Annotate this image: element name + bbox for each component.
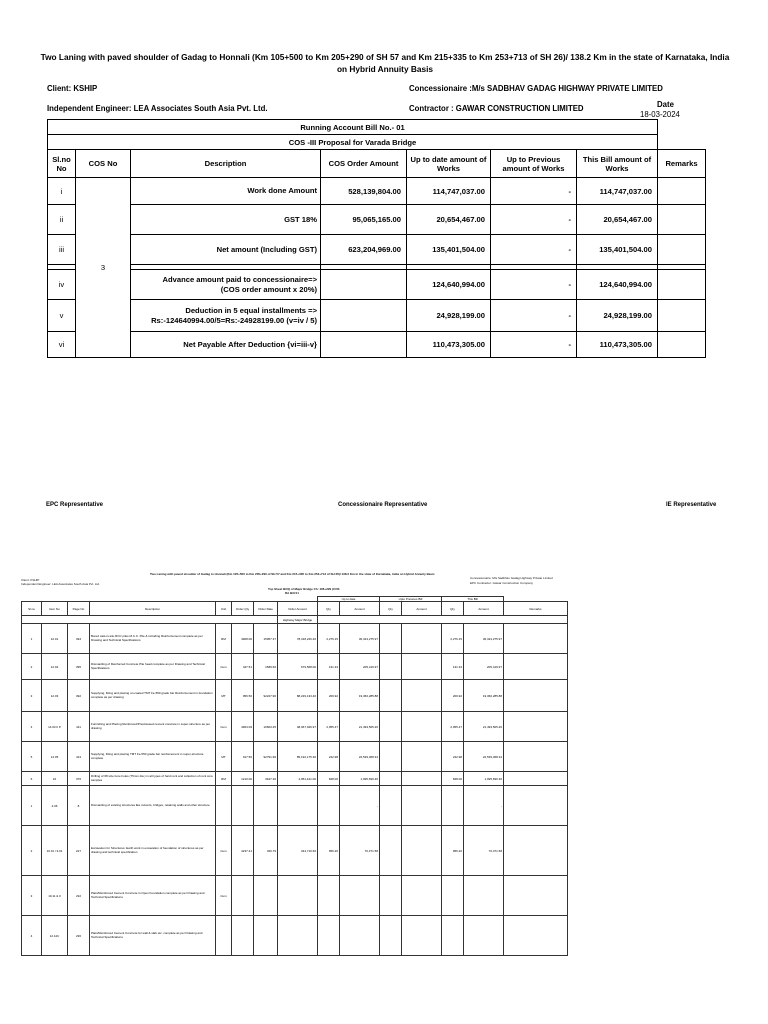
document-title: Two Laning with paved shoulder of Gadag to Honnali (Km 105+500 to Km 205+290 of SH 57 and Km 215+335 to Km 253+713 of SH 26)/ 138.2 Km in the state of Karnataka, India on Hybrid Annuity Basis bbox=[40, 52, 730, 74]
table-row: 6 16 376 Drilling of 68 size bore holes (75mm dia.) in all types of hard rock and collection of rock core samples RM 1210.00 3947.30 4,951,441.00 848.00 1,995,699.30 848.00 1,995,699.30 bbox=[22, 772, 568, 786]
page2-client: Client: KSHIP bbox=[21, 578, 40, 582]
page2-concessionaire: Concessionaire: M/s Sadbhav Gadag Highway Private Limited bbox=[470, 576, 553, 580]
table-row: 2 10.01 / 9.01 227 Excavation for Structures: Earth work in excavation of foundation of structures as per drawing and technical specification Cum 4237.41 326.79 344,710.60 956.20 70,371.58 956.20 70,371.58 bbox=[22, 826, 568, 876]
table-row: 1 12.01 394 Bored cast-in-situ RCC piles M.C.C. Pile & including Reinforcement complete as per Drawing and Technical Specifications RM 4908.00 15957.37 78,318,246.40 2,276.15 36,324,275.97 2,276.15 36,324,275.97 bbox=[22, 624, 568, 654]
page2-ie: Independent Engineer: LEA Associates South Asia Pvt. Ltd. bbox=[21, 582, 100, 586]
date-label: Date bbox=[657, 100, 674, 109]
table-row: 4 12.12C 236 Plain/Reinforced Cement Concrete for wall & slab etc. complete as per Drawing and Technical Specifications bbox=[22, 916, 568, 956]
col-sl: Sl.no No bbox=[48, 150, 76, 178]
page2-title: Two Laning with paved shoulder of Gadag to Honnali (Km 105+500 to Km 205+290 of SH 57 and Km 215+335 to Km 253+713 of SH 26)/ 138.2 Km in the state of Karnataka, India on Hybrid Annuity Basis bbox=[150, 572, 435, 576]
table-row: ii GST 18% 95,065,165.00 20,654,467.00 - 20,654,467.00 bbox=[48, 205, 706, 235]
table-row: 4 14.03 II P 411 Furnishing and Placing Reinforced/Prestressed cement concrete in super-structure as per drawing Cum 4964.09 10603.25 48,067,046.97 2,055.47 21,493,505.20 2,055.47 21,493,505.20 bbox=[22, 712, 568, 742]
page2-ra-bill: RA Bill 01 bbox=[285, 591, 299, 595]
col-cos-no: COS No bbox=[76, 150, 131, 178]
page2-boq-title: Top Sheet BOQ of Major Bridge Ch: 166+229 (COS bbox=[268, 587, 340, 591]
table-row: i 3 Work done Amount 528,139,804.00 114,747,037.00 - 114,747,037.00 bbox=[48, 178, 706, 205]
table-row: vi Net Payable After Deduction {vi=iii-v} 110,473,305.00 - 110,473,305.00 bbox=[48, 332, 706, 358]
col-this-bill: This Bill amount of Works bbox=[577, 150, 658, 178]
ie-representative: IE Representative bbox=[666, 502, 717, 508]
col-prev: Up to Previous amount of Works bbox=[491, 150, 577, 178]
col-remarks: Remarks bbox=[658, 150, 706, 178]
bill-summary-table bbox=[47, 119, 706, 358]
table-row: iv Advance amount paid to concessionaire=> (COS order amount x 20%) 124,640,994.00 - 124,640,994.00 bbox=[48, 270, 706, 300]
bill-number: Running Account Bill No.- 01 bbox=[48, 120, 658, 135]
independent-engineer-label: Independent Engineer: LEA Associates South Asia Pvt. Ltd. bbox=[47, 104, 268, 113]
group-previous: Upto Previous Bill bbox=[380, 597, 442, 602]
col-description: Description bbox=[131, 150, 321, 178]
page2-contractor: EPC Contractor: Gawar Construction Company bbox=[470, 581, 533, 585]
group-this-bill: This Bill bbox=[442, 597, 504, 602]
table-row: 3 10.11 & 0 232 Plain/Reinforced Cement Concrete in Open Foundation complete as per Drawing and Technical Specifications Cum bbox=[22, 876, 568, 916]
contractor-label: Contractor : GAWAR CONSTRUCTION LIMITED bbox=[409, 104, 584, 113]
table-row: 5 14.05 413 Supplying, fitting and placing TMT Fe-550 grade bar reinforcement in super-structure complete MT 917.50 92791.96 85,192,175.30 242.98 22,539,368.34 242.98 22,539,368.34 bbox=[22, 742, 568, 772]
col-upto-date: Up to date amount of Works bbox=[407, 150, 491, 178]
cos-number: 3 bbox=[76, 178, 131, 358]
concessionaire-representative: Concessionaire Representative bbox=[338, 502, 428, 508]
col-cos-amount: COS Order Amount bbox=[321, 150, 407, 178]
epc-representative: EPC Representative bbox=[46, 502, 104, 508]
section-label: Highway Major Bridge bbox=[278, 616, 318, 624]
table-row: 2 12.02 395 Dismantling of Reinforced Concrete Pile head complete as per Drawing and Technical Specifications Cum 427.51 1589.60 679,568.00 131.34 205,419.97 131.34 205,419.97 bbox=[22, 654, 568, 680]
client-label: Client: KSHIP bbox=[47, 84, 98, 93]
table-row: 3 12.03 392 Supplying, fitting and placing un-coated TMT Fe-550 grade bar Reinforcement in foundation complete as per drawing MT 956.50 92227.96 88,229,133.40 209.92 19,360,285.88 209.92 19,360,285.88 bbox=[22, 680, 568, 712]
table-row: 1 2.06 8 Dismantling of existing structures like culverts, bridges, retaining walls and other structure - - bbox=[22, 786, 568, 826]
proposal-title: COS -III Proposal for Varada Bridge bbox=[48, 135, 658, 150]
boq-table: Up to date Upto Previous Bill This Bill Sl.no Item No Page No Description Unit Order Qty Order Rate Order Amount Qty Amount Qty Amount Qty Amount Remarks Highway Major Bridge 1 12.01 394 Bored cast-in-situ RCC piles M.C.C. Pile & including Reinforcement complete as per Drawing and Technical Specifications RM 4908.00 15957.37 78,318,246.40 2,276.15 36,324,275.97 2,276.15 36,324,275.97 2 12.02 395 Dismantling of Reinforced Concrete Pile head complete as per Drawing and Technical Specifications Cum 427.51 1589.60 679,568.00 131.34 205,419.97 131.34 205,419.97 3 12.03 392 Supplying, fitting and placing un-coated TMT Fe-550 grade bar Reinforcement in foundation complete as per drawing MT 956.50 92227.96 88,229,133.40 209.92 19,360,285.88 209.92 19,360,285.88 4 14.03 II P 411 Furnishing and Placing Reinforced/Prestressed cement concrete in super-structure as per drawing Cum 4964.09 10603.25 48,067,046.97 2,055.47 21,493,505.20 2,055.47 21,493,505.20 5 14.05 413 Supplying, fitting and placing TMT Fe-550 grade bar reinforcement in super-structure complete MT 917.50 92791.96 85,192,175.30 242.98 22,539,368.34 242.98 22,539,368.34 6 16 376 Drilling of 68 size bore holes (75mm dia.) in all types of hard rock and collection of rock core samples RM 1210.00 3947.30 4,951,441.00 848.00 1,995,699.30 848.00 1,995,699.30 1 2.06 8 Dismantling of existing structures like culverts, bridges, retaining walls and other structure - - 2 10.01 / 9.01 227 Excavation for Structures: Earth work in excavation of foundation of structures as per drawing and technical specification Cum 4237.41 326.79 344,710.60 956.20 70,371.58 956.20 70,371.58 3 10.11 & 0 232 Plain/Reinforced Cement Concrete in Open Foundation complete as per Drawing and Technical Specifications Cum 4 12.12C 236 Plain/Reinforced Cement Concrete for wall & slab etc. complete as per Drawing and Technical Specifications bbox=[21, 596, 568, 956]
group-upto-date: Up to date bbox=[318, 597, 380, 602]
concessionaire-label: Concessionaire :M/s SADBHAV GADAG HIGHWAY PRIVATE LIMITED bbox=[409, 84, 663, 93]
table-row: v Deduction in 5 equal installments => Rs:-124640994.00/5=Rs:-24928199.00 (v=iv / 5) 24,928,199.00 - 24,928,199.00 bbox=[48, 300, 706, 332]
table-row: iii Net amount (Including GST) 623,204,969.00 135,401,504.00 - 135,401,504.00 bbox=[48, 235, 706, 265]
date-value: 18-03-2024 bbox=[640, 110, 680, 119]
